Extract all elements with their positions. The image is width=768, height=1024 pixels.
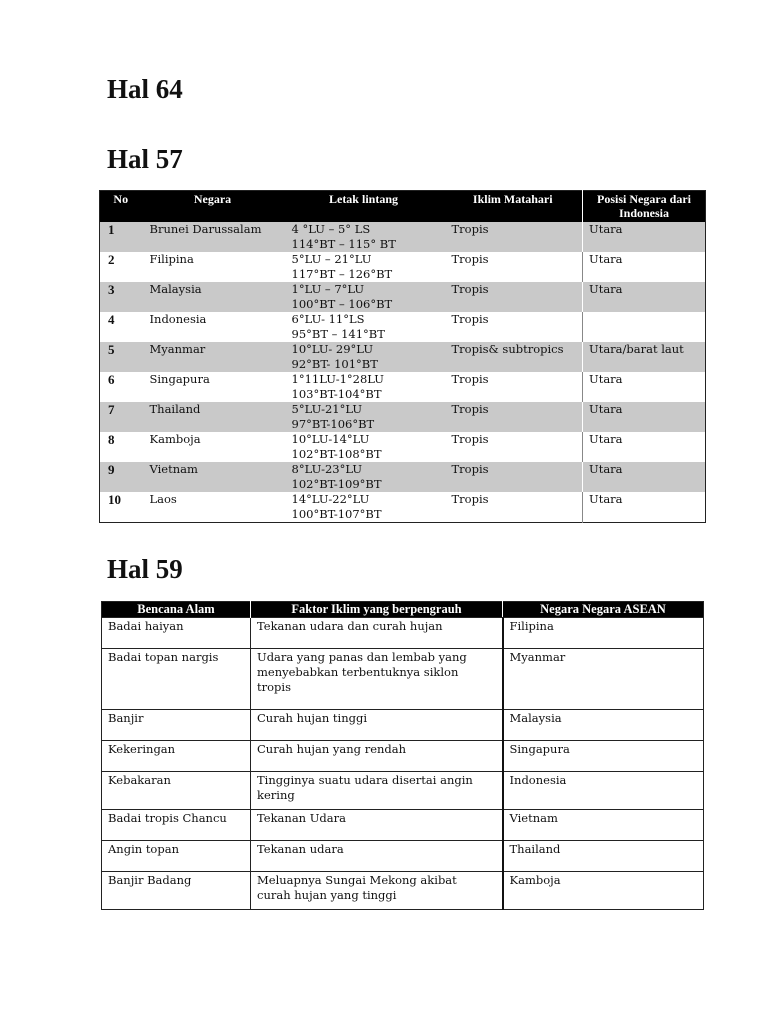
cell-iklim-iklim: Tropis <box>451 221 489 236</box>
cell-negara-asean: Singapura <box>503 741 704 772</box>
cell-faktor: Tekanan Udara <box>251 810 503 841</box>
cell-posisi <box>583 462 706 492</box>
cell-no-no: 5 <box>108 341 115 357</box>
cell-negara <box>142 402 284 432</box>
cell-letak-lintang <box>284 492 444 523</box>
cell-negara-negara: Brunei Darussalam <box>149 221 262 236</box>
cell-iklim <box>444 342 583 372</box>
cell-iklim-iklim: Tropis <box>451 461 489 476</box>
cell-letak-lintang-lintang2: 95°BT – 141°BT <box>291 326 385 341</box>
table-row <box>100 492 706 523</box>
cell-bencana: Kebakaran <box>102 772 251 810</box>
cell-negara <box>142 372 284 402</box>
cell-letak-lintang <box>284 222 444 252</box>
cell-letak-lintang <box>284 252 444 282</box>
cell-letak-lintang-lintang1: 10°LU- 29°LU <box>291 341 374 356</box>
cell-letak-lintang-lintang1: 8°LU-23°LU <box>291 461 363 476</box>
cell-negara-asean: Indonesia <box>503 772 704 810</box>
cell-negara <box>142 252 284 282</box>
cell-posisi-posisi: Utara <box>589 221 623 236</box>
cell-posisi-posisi: Utara <box>589 281 623 296</box>
col-header-posisi: Posisi Negara dari Indonesia <box>583 191 706 222</box>
cell-negara-asean: Vietnam <box>503 810 704 841</box>
col-header-faktor: Faktor Iklim yang berpengrauh <box>251 602 503 618</box>
cell-negara-negara: Vietnam <box>149 461 198 476</box>
table-row <box>102 772 704 810</box>
cell-letak-lintang-lintang2: 100°BT-107°BT <box>291 506 382 521</box>
cell-bencana: Angin topan <box>102 841 251 872</box>
cell-letak-lintang-lintang2: 114°BT – 115° BT <box>291 236 396 251</box>
cell-iklim <box>444 462 583 492</box>
cell-letak-lintang-lintang2: 92°BT- 101°BT <box>291 356 378 371</box>
cell-negara-negara: Thailand <box>149 401 201 416</box>
cell-no-no: 3 <box>108 281 115 297</box>
cell-bencana: Badai tropis Chancu <box>102 810 251 841</box>
table-row <box>100 462 706 492</box>
cell-iklim-iklim: Tropis <box>451 311 489 326</box>
cell-posisi-posisi: Utara <box>589 401 623 416</box>
cell-letak-lintang-lintang1: 5°LU – 21°LU <box>291 251 372 266</box>
cell-letak-lintang-lintang2: 117°BT – 126°BT <box>291 266 393 281</box>
table-row <box>102 710 704 741</box>
cell-iklim-iklim: Tropis <box>451 401 489 416</box>
cell-iklim-iklim: Tropis <box>451 251 489 266</box>
cell-no-no: 2 <box>108 251 115 267</box>
cell-letak-lintang-lintang1: 5°LU-21°LU <box>291 401 363 416</box>
cell-faktor: Udara yang panas dan lembab yang menyebabkan terbentuknya siklon tropis <box>251 649 503 710</box>
cell-iklim <box>444 432 583 462</box>
table-row <box>100 432 706 462</box>
cell-letak-lintang-lintang2: 100°BT – 106°BT <box>291 296 393 311</box>
table-row <box>102 741 704 772</box>
cell-iklim-iklim: Tropis& subtropics <box>451 341 564 356</box>
cell-posisi <box>583 402 706 432</box>
cell-posisi-posisi: Utara/barat laut <box>589 341 684 356</box>
cell-no-no: 10 <box>108 491 121 507</box>
cell-letak-lintang-lintang1: 1°LU – 7°LU <box>291 281 365 296</box>
cell-negara <box>142 282 284 312</box>
table-row <box>100 252 706 282</box>
cell-letak-lintang-lintang1: 4 °LU – 5° LS <box>291 221 371 236</box>
col-header-letak-lintang: Letak lintang <box>284 191 444 222</box>
cell-letak-lintang-lintang2: 102°BT-108°BT <box>291 446 382 461</box>
cell-no <box>100 462 142 492</box>
cell-iklim-iklim: Tropis <box>451 371 489 386</box>
cell-iklim-iklim: Tropis <box>451 281 489 296</box>
cell-bencana: Banjir <box>102 710 251 741</box>
cell-faktor: Tekanan udara dan curah hujan <box>251 618 503 649</box>
col-header-no: No <box>100 191 142 222</box>
cell-letak-lintang <box>284 312 444 342</box>
cell-posisi-posisi: Utara <box>589 251 623 266</box>
cell-posisi-posisi: Utara <box>589 431 623 446</box>
cell-letak-lintang-lintang1: 10°LU-14°LU <box>291 431 370 446</box>
table-header-row <box>100 191 706 222</box>
cell-iklim <box>444 402 583 432</box>
cell-no <box>100 252 142 282</box>
table-row <box>102 618 704 649</box>
cell-no <box>100 432 142 462</box>
cell-no <box>100 372 142 402</box>
cell-no-no: 7 <box>108 401 115 417</box>
cell-negara-negara: Kamboja <box>149 431 201 446</box>
cell-negara-negara: Indonesia <box>149 311 207 326</box>
cell-bencana: Banjir Badang <box>102 872 251 910</box>
cell-no <box>100 492 142 523</box>
cell-negara <box>142 492 284 523</box>
cell-bencana: Kekeringan <box>102 741 251 772</box>
table-header-row <box>102 602 704 618</box>
table-row <box>100 282 706 312</box>
cell-letak-lintang-lintang2: 97°BT-106°BT <box>291 416 375 431</box>
cell-iklim-iklim: Tropis <box>451 431 489 446</box>
table-row <box>102 841 704 872</box>
cell-negara-negara: Singapura <box>149 371 210 386</box>
cell-posisi-posisi: Utara <box>589 461 623 476</box>
cell-no-no: 4 <box>108 311 115 327</box>
col-header-negara-asean: Negara Negara ASEAN <box>503 602 704 618</box>
table-bencana-alam <box>101 601 704 910</box>
cell-bencana: Badai topan nargis <box>102 649 251 710</box>
table-row <box>100 372 706 402</box>
cell-posisi <box>583 252 706 282</box>
cell-no-no: 8 <box>108 431 115 447</box>
cell-no <box>100 282 142 312</box>
cell-letak-lintang-lintang2: 103°BT-104°BT <box>291 386 382 401</box>
cell-no-no: 6 <box>108 371 115 387</box>
col-header-bencana: Bencana Alam <box>102 602 251 618</box>
cell-no <box>100 312 142 342</box>
cell-no-no: 1 <box>108 221 115 237</box>
heading-hal-57: Hal 57 <box>107 144 183 174</box>
cell-letak-lintang-lintang2: 102°BT-109°BT <box>291 476 382 491</box>
cell-no <box>100 402 142 432</box>
cell-posisi <box>583 282 706 312</box>
cell-letak-lintang <box>284 462 444 492</box>
cell-posisi <box>583 222 706 252</box>
cell-letak-lintang <box>284 282 444 312</box>
cell-posisi <box>583 492 706 523</box>
table-row <box>102 810 704 841</box>
cell-negara-negara: Malaysia <box>149 281 202 296</box>
cell-faktor: Tekanan udara <box>251 841 503 872</box>
cell-posisi-posisi: Utara <box>589 491 623 506</box>
cell-faktor: Meluapnya Sungai Mekong akibat curah hujan yang tinggi <box>251 872 503 910</box>
cell-iklim-iklim: Tropis <box>451 491 489 506</box>
cell-negara <box>142 432 284 462</box>
cell-letak-lintang-lintang1: 14°LU-22°LU <box>291 491 370 506</box>
heading-hal-64: Hal 64 <box>107 74 183 104</box>
cell-negara-asean: Filipina <box>503 618 704 649</box>
cell-faktor: Tingginya suatu udara disertai angin kering <box>251 772 503 810</box>
cell-iklim <box>444 312 583 342</box>
cell-letak-lintang <box>284 402 444 432</box>
cell-iklim <box>444 372 583 402</box>
cell-negara-negara: Laos <box>149 491 177 506</box>
cell-faktor: Curah hujan tinggi <box>251 710 503 741</box>
table-row <box>100 312 706 342</box>
cell-negara-asean: Myanmar <box>503 649 704 710</box>
table-row <box>100 342 706 372</box>
cell-faktor: Curah hujan yang rendah <box>251 741 503 772</box>
cell-no-no: 9 <box>108 461 115 477</box>
cell-iklim <box>444 492 583 523</box>
cell-posisi-posisi: Utara <box>589 371 623 386</box>
cell-bencana: Badai haiyan <box>102 618 251 649</box>
cell-letak-lintang-lintang1: 6°LU- 11°LS <box>291 311 365 326</box>
table-row <box>102 872 704 910</box>
table-row <box>100 402 706 432</box>
cell-negara <box>142 342 284 372</box>
cell-negara-negara: Filipina <box>149 251 194 266</box>
cell-negara <box>142 462 284 492</box>
table-row <box>102 649 704 710</box>
cell-posisi <box>583 432 706 462</box>
cell-iklim <box>444 222 583 252</box>
cell-posisi <box>583 372 706 402</box>
cell-letak-lintang <box>284 372 444 402</box>
cell-negara <box>142 312 284 342</box>
col-header-negara: Negara <box>142 191 284 222</box>
cell-posisi <box>583 312 706 342</box>
cell-negara <box>142 222 284 252</box>
table-row <box>100 222 706 252</box>
cell-letak-lintang <box>284 432 444 462</box>
cell-posisi <box>583 342 706 372</box>
table-letak-negara <box>99 190 706 523</box>
cell-no <box>100 342 142 372</box>
cell-no <box>100 222 142 252</box>
cell-negara-asean: Kamboja <box>503 872 704 910</box>
cell-iklim <box>444 282 583 312</box>
cell-letak-lintang <box>284 342 444 372</box>
col-header-iklim: Iklim Matahari <box>444 191 583 222</box>
cell-negara-asean: Malaysia <box>503 710 704 741</box>
cell-iklim <box>444 252 583 282</box>
cell-negara-negara: Myanmar <box>149 341 206 356</box>
cell-negara-asean: Thailand <box>503 841 704 872</box>
cell-letak-lintang-lintang1: 1°11LU-1°28LU <box>291 371 384 386</box>
heading-hal-59: Hal 59 <box>107 554 183 584</box>
